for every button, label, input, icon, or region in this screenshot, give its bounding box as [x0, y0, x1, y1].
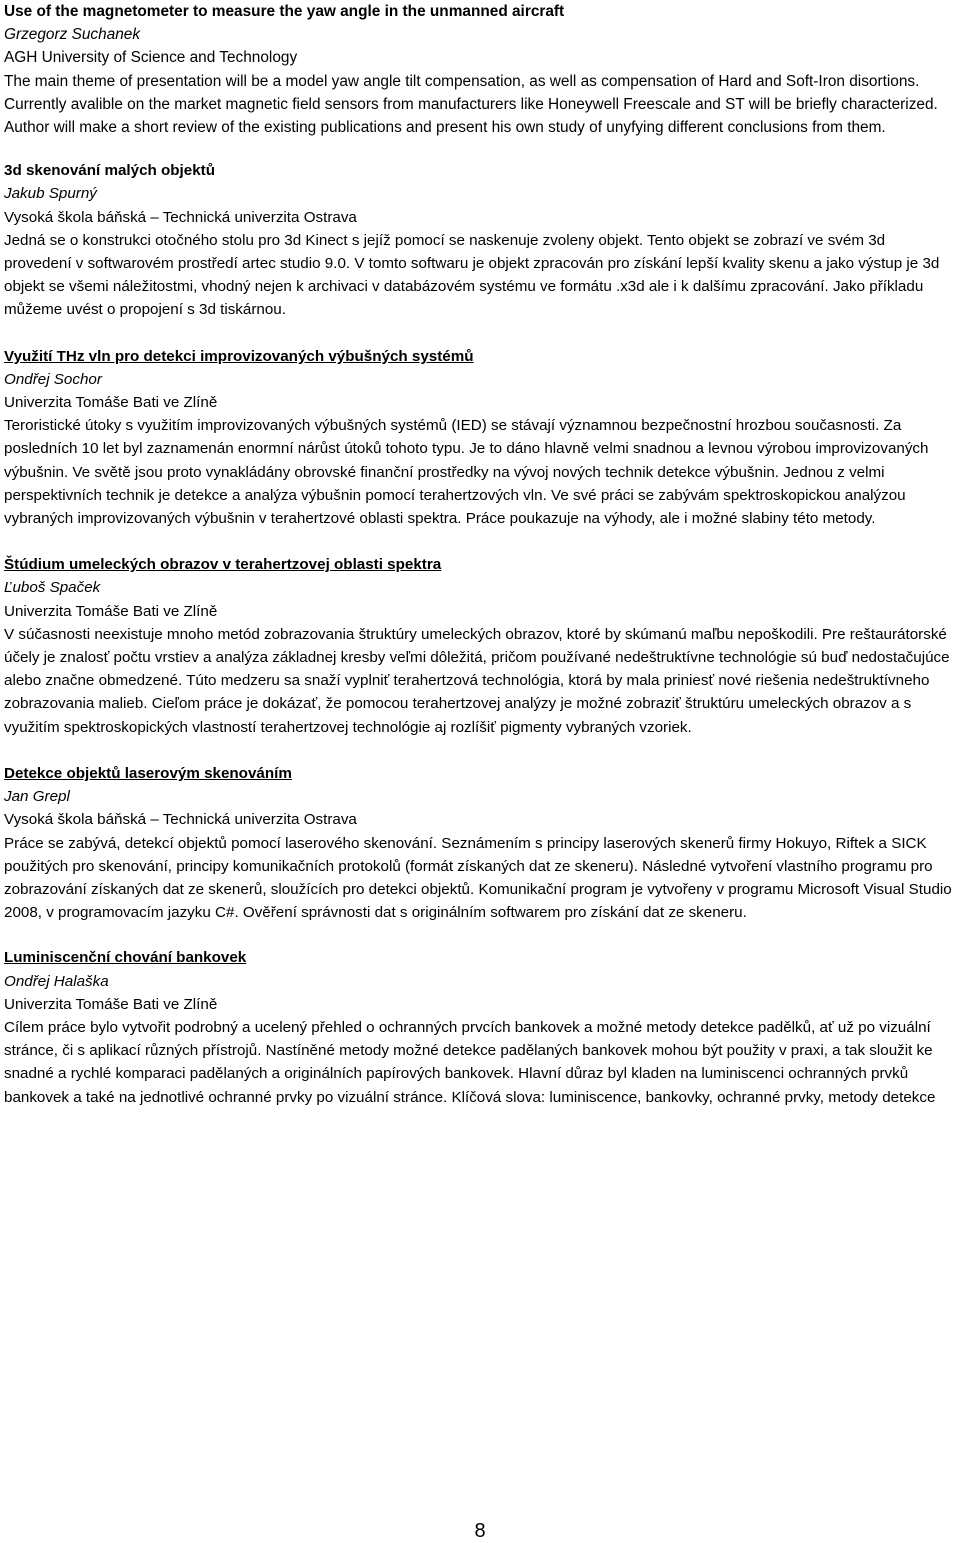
abstract-body: The main theme of presentation will be a model yaw angle tilt compensation, as well as compensation of Hard and Soft-Iron disortions. Currently avalible on the market magnetic field sensors from manufacturers like Honeywell Freescale and ST will be briefly characterized. Author will make a short review of the existing publications and present his own study of unyfying different conclusions from them.	[4, 72, 938, 137]
abstract-body: V súčasnosti neexistuje mnoho metód zobrazovania štruktúry umeleckých obrazov, ktoré by skúmanú maľbu nepoškodili. Pre reštaurátorské účely je znalosť počtu vrstiev a analýza základnej kresby veľmi dôležitá, pričom používané nedeštruktívne technológie sú buď nedostačujúce alebo značne obmedzené. Túto medzeru sa snaží vyplniť terahertzová technológia, ktorá by mala priniesť nové riešenia nedeštruktívneho zobrazovania malieb. Cieľom práce je dokázať, že pomocou terahertzovej analýzy je možné zobraziť štruktúru umeleckých obrazov a s využitím spektroskopických vlastností terahertzovej technológie aj rozlíšiť pigmenty vybraných vzoriek.	[4, 625, 950, 736]
abstract-3d-scanning	[4, 159, 956, 321]
abstract-author: Grzegorz Suchanek	[4, 26, 141, 44]
abstract-art-paintings	[4, 553, 956, 739]
abstract-affiliation: Univerzita Tomáše Bati ve Zlíně	[4, 602, 218, 620]
abstract-author: Jan Grepl	[4, 788, 70, 806]
abstract-affiliation: AGH University of Science and Technology	[4, 49, 298, 67]
abstract-body: Cílem práce bylo vytvořit podrobný a ucelený přehled o ochranných prvcích bankovek a možné metody detekce padělků, ať už po vizuální stránce, či s aplikací různých přístrojů. Nastíněné metody možné detekce padělaných bankovek mohou být použity v praxi, a tak sloužit ke snadné a rychlé komparaci padělaných a originálních papírových bankovek. Hlavní důraz byl kladen na luminiscenci ochranných prvků bankovek a také na jednotlivé ochranné prvky po vizuální stránce. Klíčová slova: luminiscence, bankovky, ochranné prvky, metody detekce	[4, 1018, 936, 1106]
abstract-affiliation: Univerzita Tomáše Bati ve Zlíně	[4, 394, 218, 412]
abstract-author: Ľuboš Spaček	[4, 579, 101, 597]
abstract-affiliation: Vysoká škola báňská – Technická univerzita Ostrava	[4, 811, 357, 829]
abstract-title: Use of the magnetometer to measure the yaw angle in the unmanned aircraft	[4, 3, 565, 20]
abstract-author: Jakub Spurný	[4, 185, 97, 203]
abstract-title: 3d skenování malých objektů	[4, 162, 216, 180]
abstract-title: Detekce objektů laserovým skenováním	[4, 764, 292, 782]
abstract-body: Jedná se o konstrukci otočného stolu pro 3d Kinect s jejíž pomocí se naskenuje zvoleny objekt. Tento objekt se zobrazí ve svém 3d provedení v softwarovém prostředí artec studio 9.0. V tomto softwaru je objekt zpracován pro získání lepší kvality skenu a jako výstup je 3d objekt se všemi náležitostmi, vhodný nejen k archivaci v databázovém systému ve formátu .x3d ale i k dalšímu zpracování. Jako příkladu můžeme uvést o propojení s 3d tiskárnou.	[4, 231, 940, 319]
abstract-affiliation: Univerzita Tomáše Bati ve Zlíně	[4, 995, 218, 1013]
abstract-author: Ondřej Halaška	[4, 972, 109, 990]
page-number: 8	[474, 1520, 486, 1542]
abstract-magnetometer	[4, 0, 956, 139]
abstract-affiliation: Vysoká škola báňská – Technická univerzita Ostrava	[4, 208, 357, 226]
abstract-body: Teroristické útoky s využitím improvizovaných výbušných systémů (IED) se stávají významnou bezpečnostní hrozbou současnosti. Za posledních 10 let byl zaznamenán enormní nárůst útoků tohoto typu. Je to dáno hlavně velmi snadnou a levnou výrobou improvizovaných výbušnin. Ve světě jsou proto vynakládány obrovské finanční prostředky na vývoj nových technik detekce výbušnin. Jednou z velmi perspektivních technik je detekce a analýza výbušnin pomocí terahertzových vln. Ve své práci se zabývám spektroskopickou analýzou vybraných improvizovaných výbušnin v terahertzové oblasti spektra. Práce poukazuje na výhody, ale i možné slabiny této metody.	[4, 417, 929, 528]
abstract-title: Štúdium umeleckých obrazov v terahertzovej oblasti spektra	[4, 556, 442, 574]
abstract-banknotes	[4, 946, 956, 1108]
abstract-title: Luminiscenční chování bankovek	[4, 949, 247, 967]
abstract-title: Využití THz vln pro detekci improvizovaných výbušných systémů	[4, 347, 474, 365]
abstract-author: Ondřej Sochor	[4, 370, 102, 388]
abstract-laser-scanning	[4, 762, 956, 924]
abstract-body: Práce se zabývá, detekcí objektů pomocí laserového skenování. Seznámením s principy laserových skenerů firmy Hokuyo, Riftek a SICK použitých pro skenování, principy komunikačních protokolů (formát získaných dat ze skeneru). Následné vytvoření vlastního programu pro zobrazování získaných dat ze skenerů, sloužících pro detekci objektů. Komunikační program je vytvořeny v programu Microsoft Visual Studio 2008, v programovacím jazyku C#. Ověření správnosti dat s originálním softwarem pro získání dat ze skeneru.	[4, 834, 952, 922]
page-content	[4, 0, 956, 1109]
abstract-thz-explosives	[4, 345, 956, 531]
